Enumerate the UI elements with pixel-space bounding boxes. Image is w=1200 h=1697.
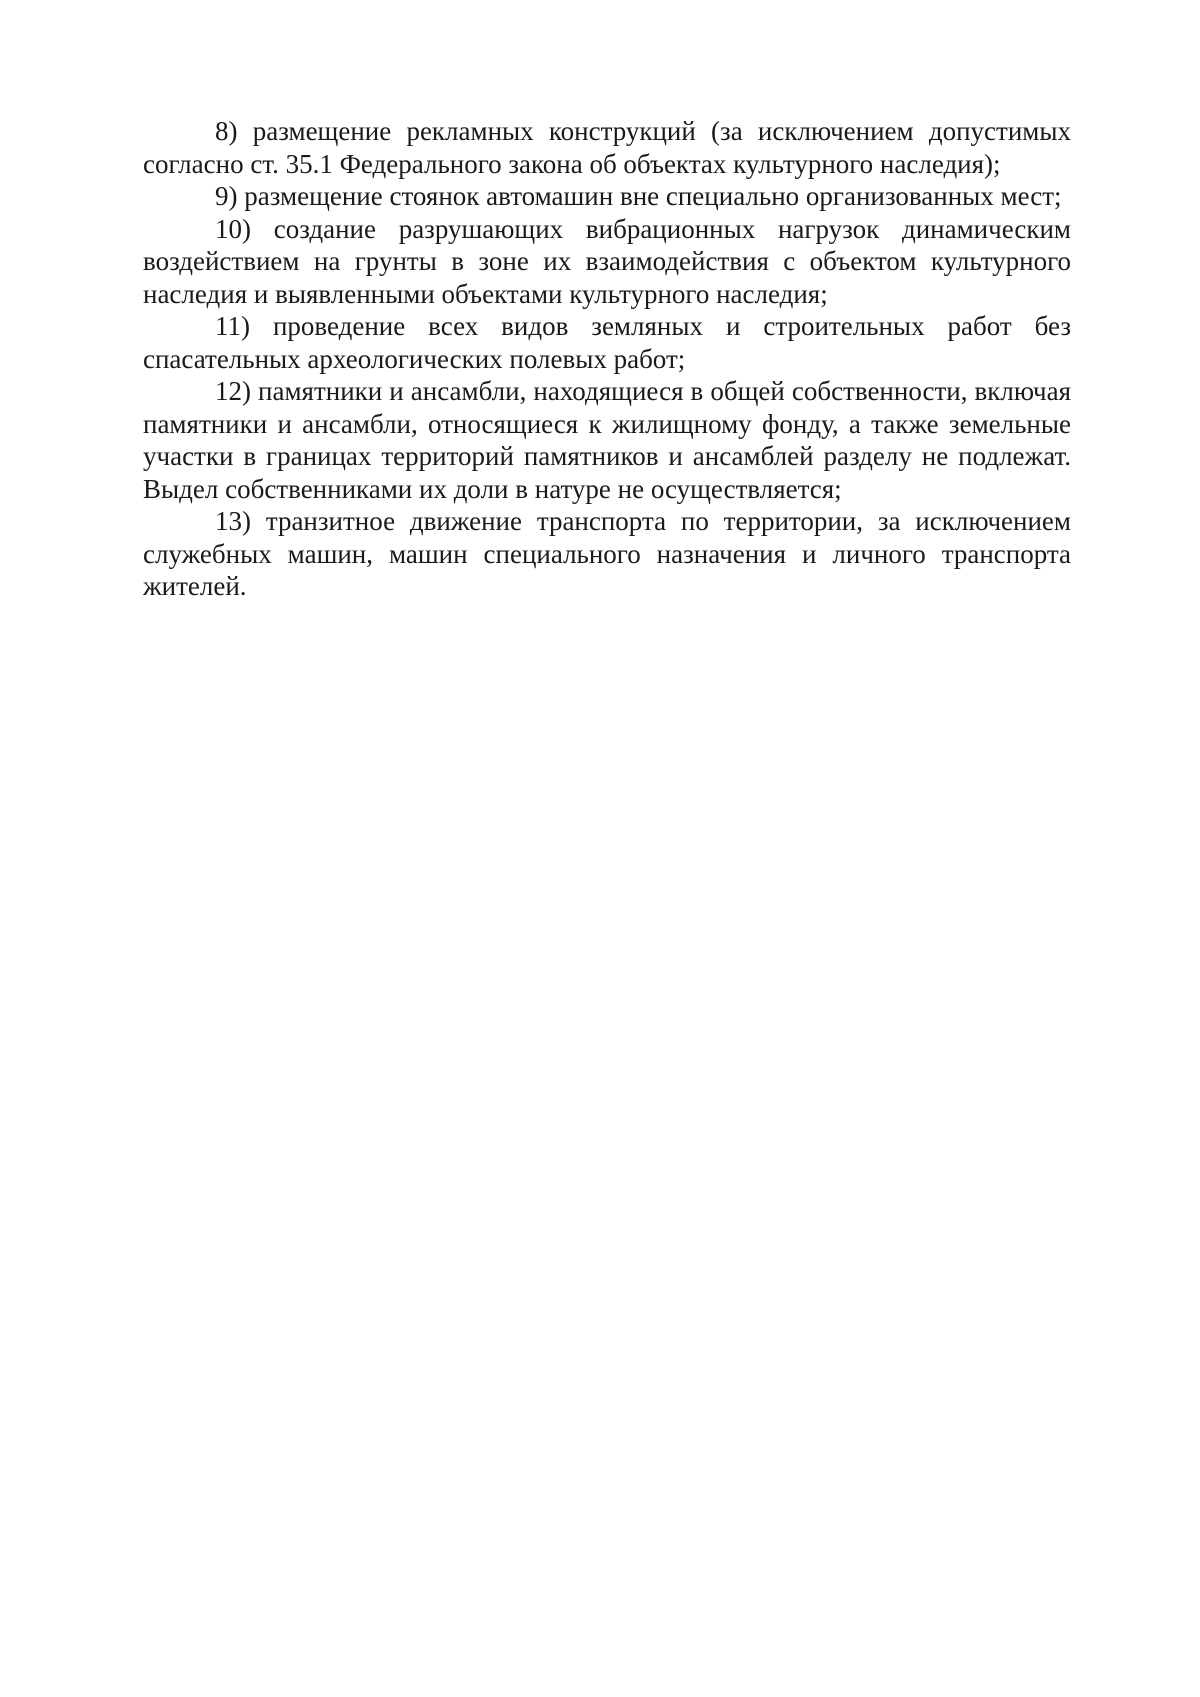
list-item-10: 10) создание разрушающих вибрационных нагрузок динамическим воздействием на грунты в зоне их взаимодействия с объектом культурного наследия и выявленными объектами культурного наследия; bbox=[143, 213, 1071, 309]
list-item-13: 13) транзитное движение транспорта по территории, за исключением служебных машин, машин специального назначения и личного транспорта жителей. bbox=[143, 506, 1071, 601]
list-item-11: 11) проведение всех видов земляных и строительных работ без спасательных археологических полевых работ; bbox=[143, 311, 1071, 374]
list-item-9: 9) размещение стоянок автомашин вне специально организованных мест; bbox=[215, 181, 1062, 211]
list-item-8: 8) размещение рекламных конструкций (за исключением допустимых согласно ст. 35.1 Федерального закона об объектах культурного наследия); bbox=[143, 116, 1071, 179]
list-item-12: 12) памятники и ансамбли, находящиеся в общей собственности, включая памятники и ансамбли, относящиеся к жилищному фонду, а также земельные участки в границах территорий памятников и ансамблей разделу не подлежат. Выдел собственниками их доли в натуре не осуществляется; bbox=[143, 376, 1071, 504]
document-body bbox=[143, 115, 1071, 603]
